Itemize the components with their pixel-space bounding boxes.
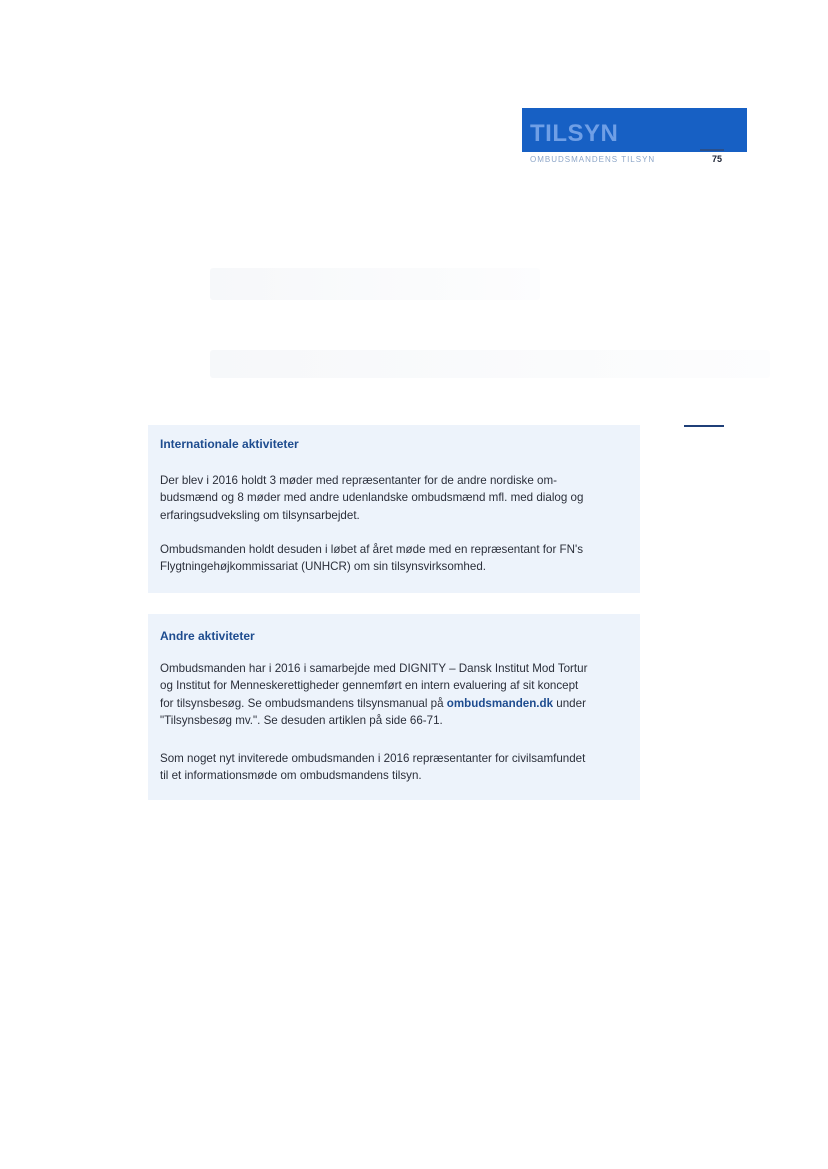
faded-heading-bleed xyxy=(210,268,540,300)
faded-subheading-bleed xyxy=(210,350,770,378)
section-title: TILSYN xyxy=(530,120,619,147)
international-activities-box xyxy=(148,425,640,593)
text-line: Ombudsmanden holdt desuden i løbet af året møde med en repræsentant for FN's xyxy=(160,543,584,556)
text-line-end: under xyxy=(553,696,586,710)
text-line: Ombudsmanden har i 2016 i samarbejde med DIGNITY – Dansk Institut Mod Tortur xyxy=(160,662,588,675)
other-activities-heading: Andre aktiviteter xyxy=(160,629,255,643)
international-heading: Internationale aktiviteter xyxy=(160,437,299,451)
text-line: Flygtningehøjkommissariat (UNHCR) om sin tilsynsvirksomhed. xyxy=(160,560,486,574)
margin-rule xyxy=(684,425,724,427)
text-line: "Tilsynsbesøg mv.". Se desuden artiklen på side 66-71. xyxy=(160,714,443,728)
other-activities-paragraph-1 xyxy=(160,660,632,730)
text-line-start: for tilsynsbesøg. Se ombudsmandens tilsynsmanual på xyxy=(160,696,447,710)
text-line: erfaringsudveksling om tilsynsarbejdet. xyxy=(160,508,360,522)
international-paragraph-2 xyxy=(160,541,632,576)
ombudsmanden-link[interactable]: ombudsmanden.dk xyxy=(446,696,554,710)
text-line: budsmænd og 8 møder med andre udenlandske ombudsmænd mfl. med dialog og xyxy=(160,491,584,505)
text-line: Som noget nyt inviterede ombudsmanden i 2016 repræsentanter for civilsamfundet xyxy=(160,752,586,765)
text-line: Der blev i 2016 holdt 3 møder med repræsentanter for de andre nordiske om- xyxy=(160,474,557,487)
page-number-rule xyxy=(700,149,724,151)
other-activities-box xyxy=(148,614,640,800)
text-line: til et informationsmøde om ombudsmandens tilsyn. xyxy=(160,769,422,783)
section-header-bar xyxy=(522,108,747,152)
text-line xyxy=(160,695,632,712)
section-subtitle: OMBUDSMANDENS TILSYN xyxy=(530,155,656,164)
other-activities-paragraph-2 xyxy=(160,750,632,785)
page-number: 75 xyxy=(712,154,723,164)
text-line: og Institut for Menneskerettigheder gennemført en intern evaluering af sit koncept xyxy=(160,679,579,693)
international-paragraph-1 xyxy=(160,472,632,524)
